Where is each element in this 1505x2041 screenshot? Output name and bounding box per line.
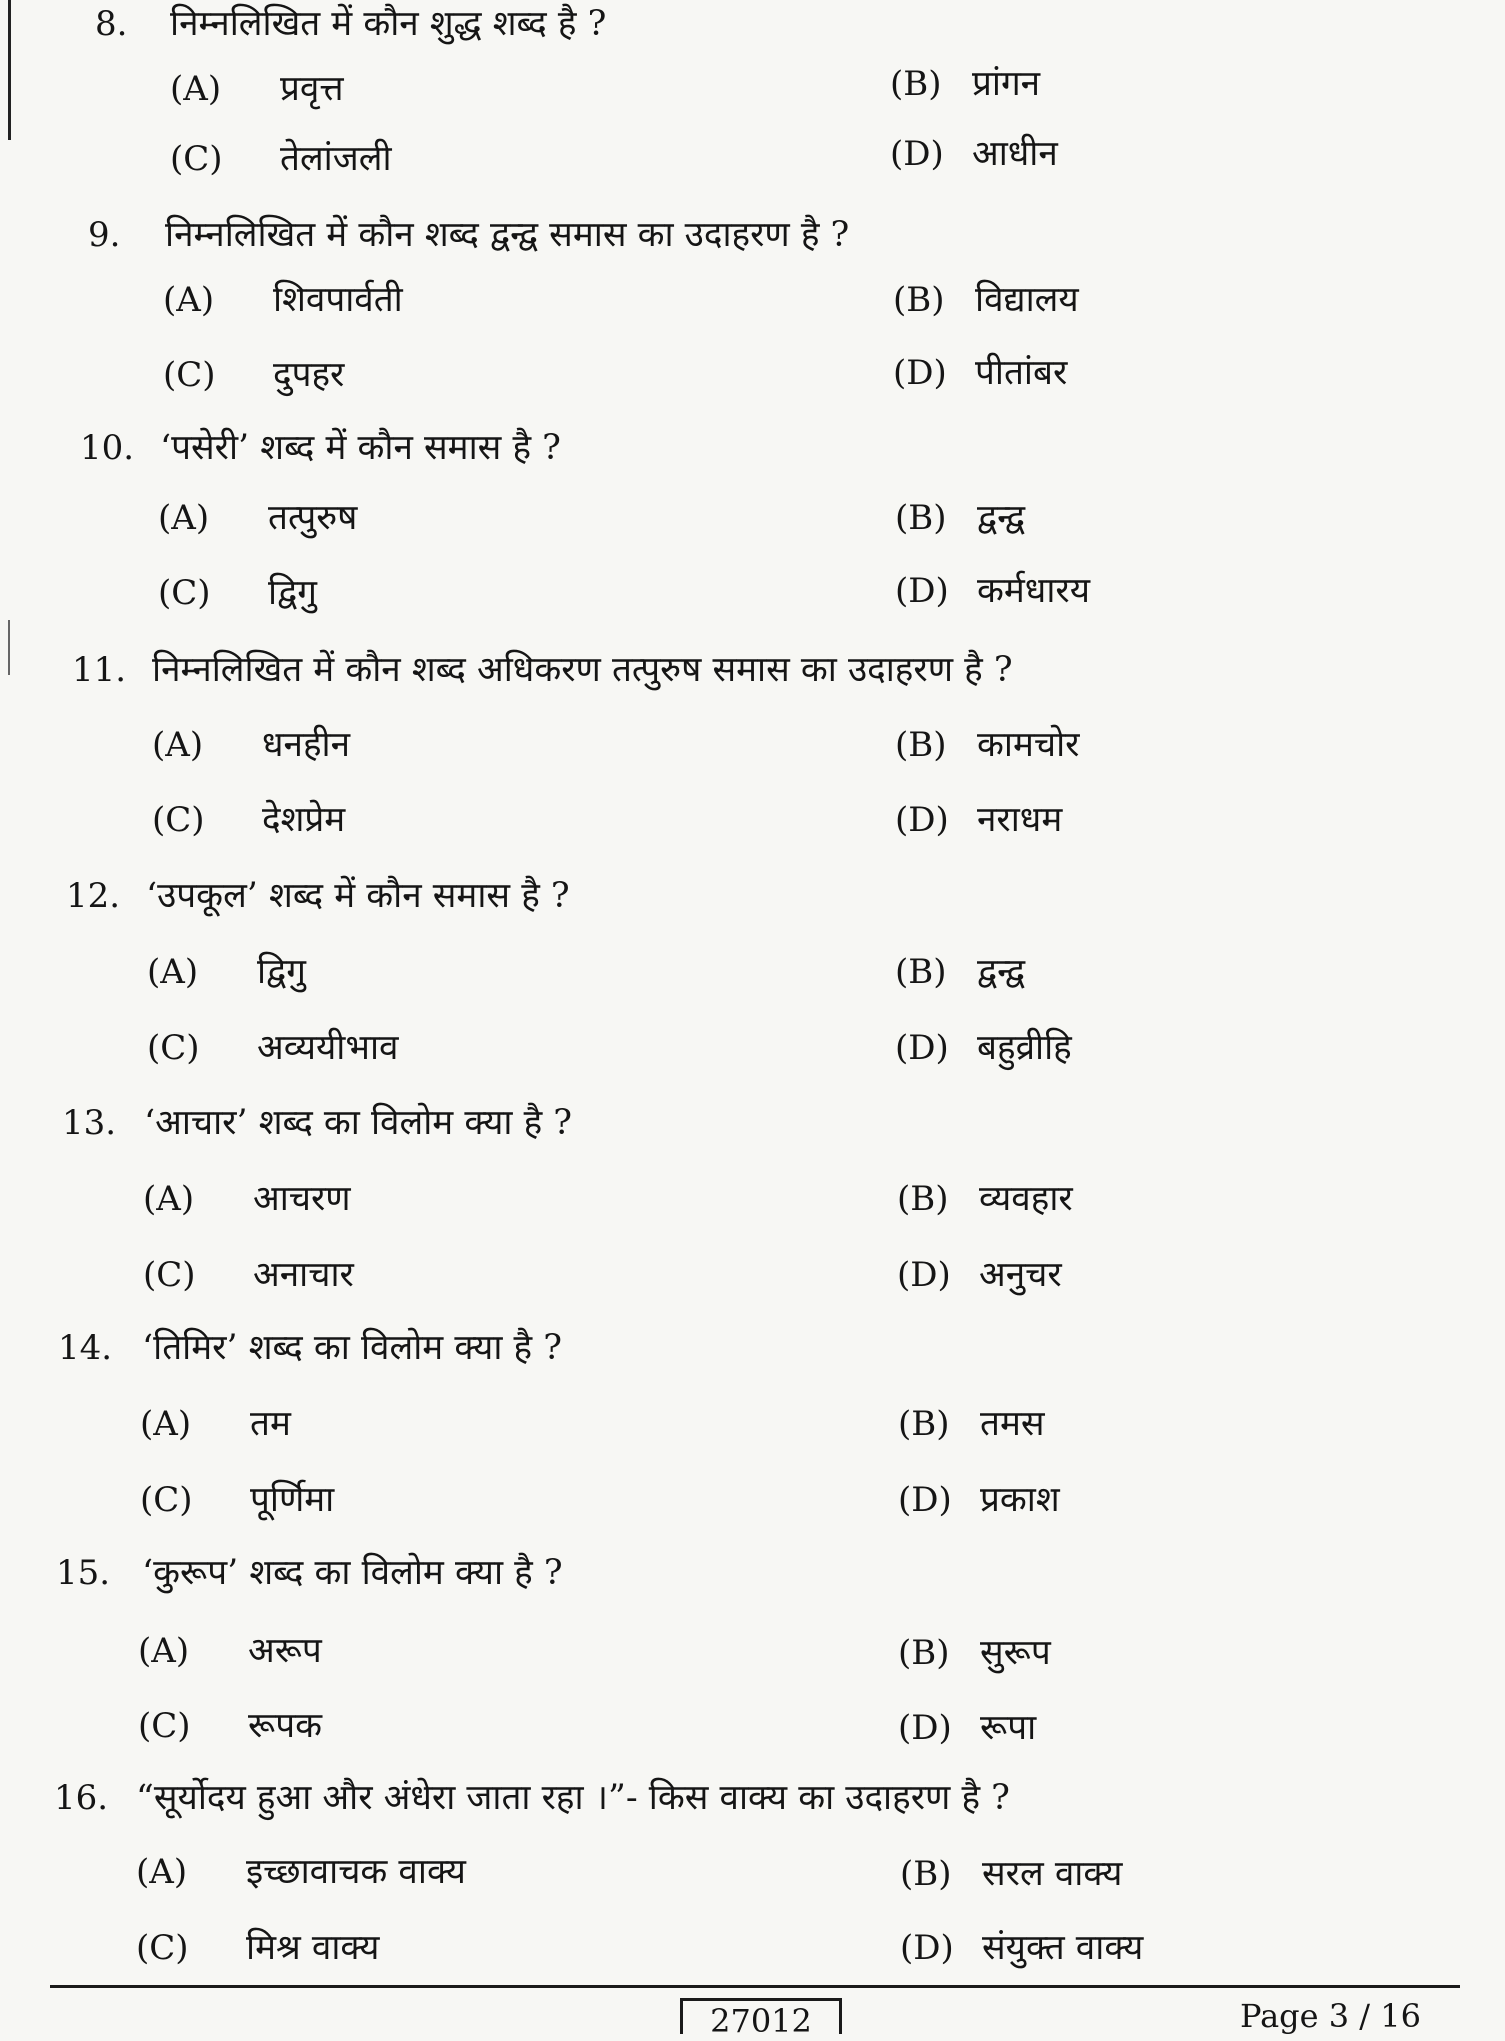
- question-text: निम्नलिखित में कौन शब्द अधिकरण तत्पुरुष समास का उदाहरण है ?: [152, 650, 1013, 690]
- question-8: 8. निम्नलिखित में कौन शुद्ध शब्द है ? (A) प्रवृत्त (B) प्रांगन (C) तेलांजली (D) आधीन: [0, 0, 1505, 218]
- question-11: 11. निम्नलिखित में कौन शब्द अधिकरण तत्पुरुष समास का उदाहरण है ? (A) धनहीन (B) कामचोर (C) देशप्रेम (D) नराधम: [0, 640, 1505, 864]
- question-text: ‘उपकूल’ शब्द में कौन समास है ?: [146, 876, 570, 916]
- question-text: ‘तिमिर’ शब्द का विलोम क्या है ?: [142, 1328, 563, 1368]
- question-number: 13.: [62, 1103, 117, 1143]
- question-text: “सूर्योदय हुआ और अंधेरा जाता रहा ।”- किस वाक्य का उदाहरण है ?: [136, 1778, 1010, 1818]
- paper-code-box: 27012: [680, 1998, 842, 2034]
- question-12: 12. ‘उपकूल’ शब्द में कौन समास है ? (A) द्विगु (B) द्वन्द्व (C) अव्ययीभाव (D) बहुव्रीहि: [0, 866, 1505, 1090]
- question-number: 8.: [95, 4, 128, 44]
- question-number: 14.: [58, 1328, 113, 1368]
- question-16: 16. “सूर्योदय हुआ और अंधेरा जाता रहा ।”- किस वाक्य का उदाहरण है ? (A) इच्छावाचक वाक्य (B) सरल वाक्य (C) मिश्र वाक्य (D) संयुक्त वाक्य: [0, 1768, 1505, 1992]
- question-number: 16.: [54, 1778, 109, 1818]
- question-number: 11.: [72, 650, 127, 690]
- question-number: 10.: [80, 428, 135, 468]
- question-9: 9. निम्नलिखित में कौन शब्द द्वन्द्व समास का उदाहरण है ? (A) शिवपार्वती (B) विद्यालय (C) दुपहर (D) पीतांबर: [0, 205, 1505, 429]
- page-number: Page 3 / 16: [1240, 1997, 1421, 2035]
- question-text: निम्नलिखित में कौन शब्द द्वन्द्व समास का उदाहरण है ?: [165, 215, 850, 255]
- question-14: 14. ‘तिमिर’ शब्द का विलोम क्या है ? (A) तम (B) तमस (C) पूर्णिमा (D) प्रकाश: [0, 1318, 1505, 1542]
- question-text: निम्नलिखित में कौन शुद्ध शब्द है ?: [170, 4, 607, 44]
- question-number: 12.: [66, 876, 121, 916]
- question-13: 13. ‘आचार’ शब्द का विलोम क्या है ? (A) आचरण (B) व्यवहार (C) अनाचार (D) अनुचर: [0, 1093, 1505, 1317]
- question-text: ‘कुरूप’ शब्द का विलोम क्या है ?: [142, 1553, 563, 1593]
- question-10: 10. ‘पसेरी’ शब्द में कौन समास है ? (A) तत्पुरुष (B) द्वन्द्व (C) द्विगु (D) कर्मधारय: [0, 418, 1505, 642]
- question-number: 9.: [88, 215, 121, 255]
- question-text: ‘आचार’ शब्द का विलोम क्या है ?: [144, 1103, 573, 1143]
- question-text: ‘पसेरी’ शब्द में कौन समास है ?: [160, 428, 561, 468]
- question-15: 15. ‘कुरूप’ शब्द का विलोम क्या है ? (A) अरूप (B) सुरूप (C) रूपक (D) रूपा: [0, 1543, 1505, 1767]
- question-number: 15.: [56, 1553, 111, 1593]
- footer-divider: [50, 1985, 1460, 1988]
